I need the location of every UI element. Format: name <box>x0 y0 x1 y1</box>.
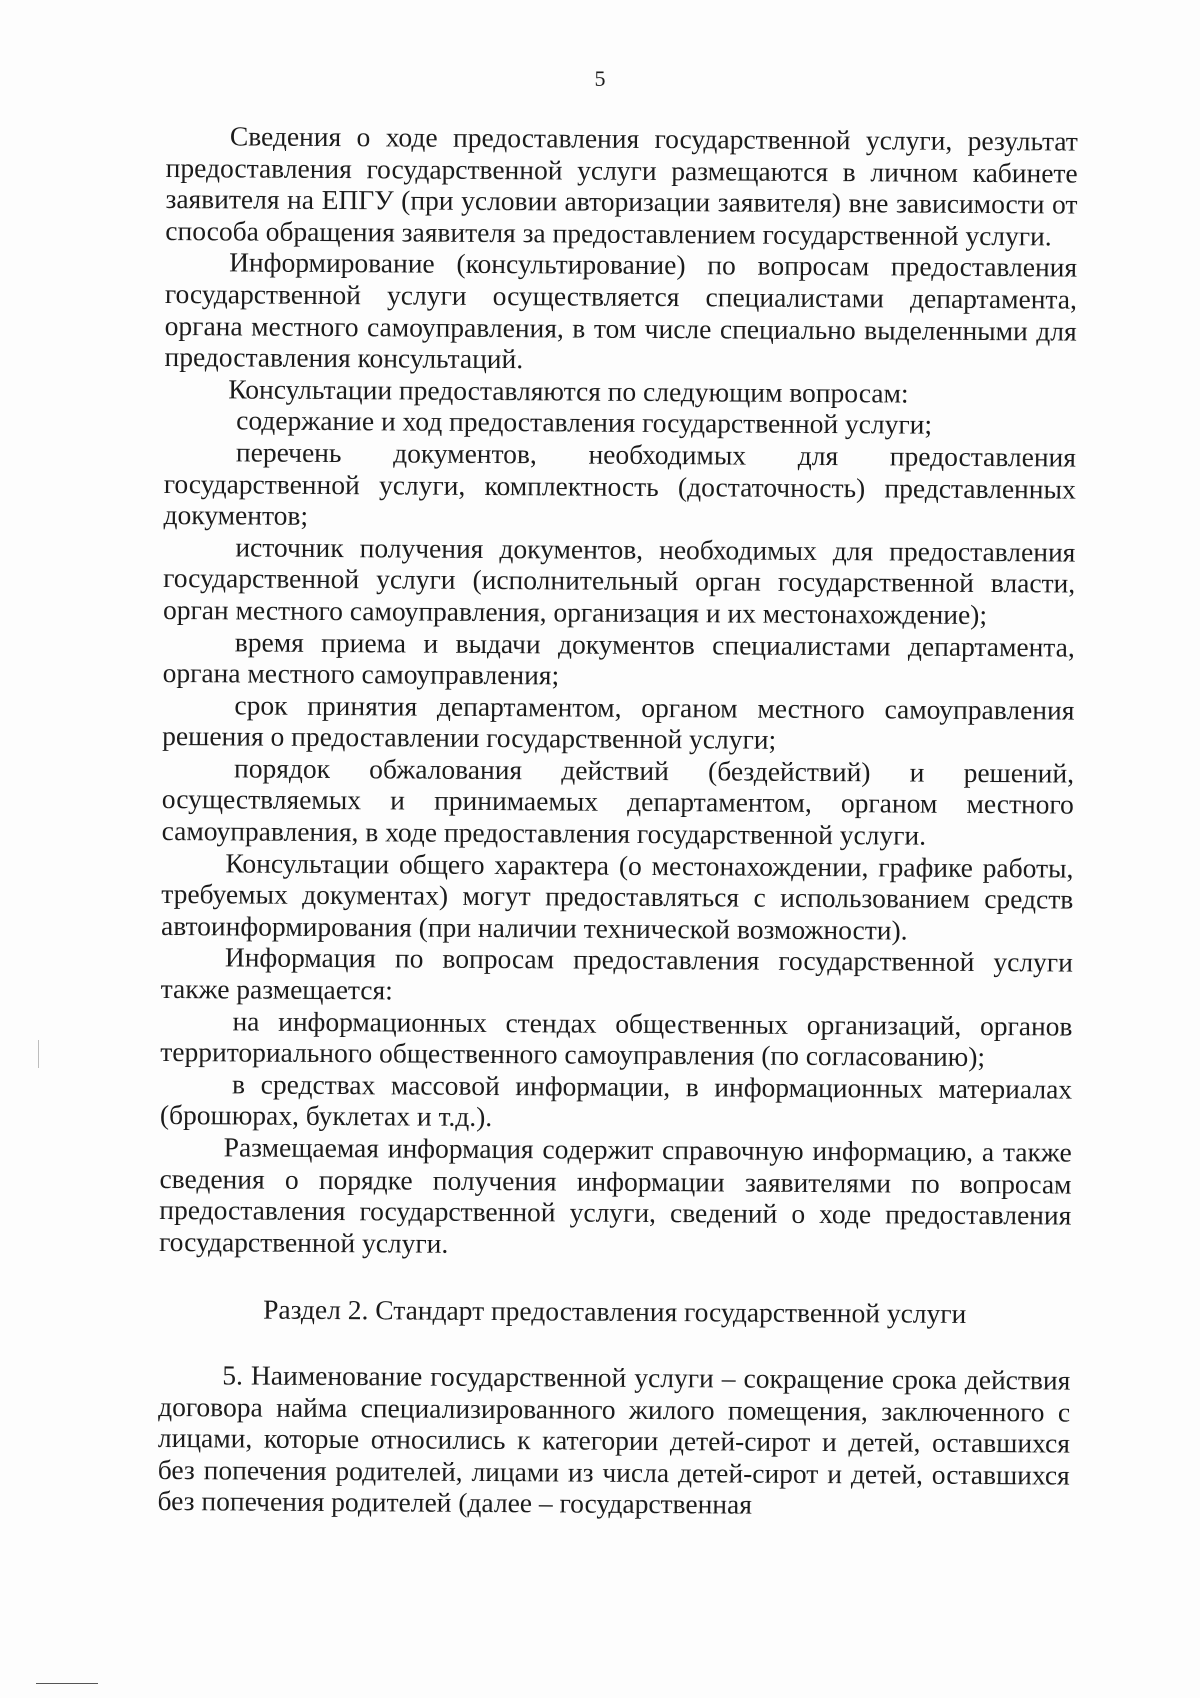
document-body <box>157 120 1078 1522</box>
list-item-reception-time: время приема и выдачи документов специалистами департамента, органа местного самоуправления; <box>162 625 1075 691</box>
paragraph-info-placement: Информация по вопросам предоставления государственной услуги также размещается: <box>160 941 1073 1006</box>
paragraph-consult-topics-intro: Консультации предоставляются по следующим вопросам: <box>228 373 909 409</box>
page-number: 5 <box>594 66 606 91</box>
list-item-info-stands: на информационных стендах общественных организаций, органов территориального общественного самоуправления (по согласованию); <box>160 1005 1073 1073</box>
list-item-mass-media: в средствах массовой информации, в информационных материалах (брошюрах, буклетах и т.д.). <box>159 1068 1073 1133</box>
paragraph-reference-info: Размещаемая информация содержит справочную информацию, а также сведения о порядке получения информации заявителями по вопросам предоставления государственной услуги, сведений о ходе предоставления государственной услуги. <box>159 1131 1072 1259</box>
footnote-rule <box>36 1683 98 1684</box>
section-heading: Раздел 2. Стандарт предоставления государственной услуги <box>263 1293 967 1330</box>
paragraph-consulting: Информирование (консультирование) по вопросам предоставления государственной услуги осуществляется специалистами департамента, органа местного самоуправления, в том числе специально выделенными для предоставления консультаций. <box>164 246 1078 375</box>
list-item-decision-term: срок принятия департаментом, органом местного самоуправления решения о предоставлении государственной услуги; <box>162 689 1075 756</box>
list-item-content-progress: содержание и ход предоставления государственной услуги; <box>236 404 933 441</box>
paragraph-epgu-info: Сведения о ходе предоставления государственной услуги, результат предоставления государственной услуги размещаются в личном кабинете заявителя на ЕПГУ (при условии авторизации заявителя) вне зависимости от способа обращения заявителя за предоставлением государственной услуги. <box>165 120 1078 252</box>
list-item-document-list: перечень документов, необходимых для предоставления государственной услуги, комплектность (достаточность) представленных документов; <box>163 436 1077 531</box>
paragraph-service-name: 5. Наименование государственной услуги – сокращение срока действия договора найма специализированного жилого помещения, заключенного с лицами, которые относились к категории детей-сирот и детей, оставшихся без попечения родителей, лицами из числа детей-сирот и детей, оставшихся без попечения родителей (далее – государственная <box>157 1359 1071 1520</box>
scan-margin-mark <box>38 1040 39 1068</box>
list-item-appeal-procedure: порядок обжалования действий (бездействий) и решений, осуществляемых и принимаемых департаментом, органом местного самоуправления, в ходе предоставления государственной услуги. <box>161 752 1075 851</box>
list-item-document-source: источник получения документов, необходимых для предоставления государственной услуги (исполнительный орган государственной власти, орган местного самоуправления, организация и их местонахождение); <box>162 531 1076 630</box>
paragraph-general-consultations: Консультации общего характера (о местонахождении, графике работы, требуемых документах) могут предоставляться с использованием средств автоинформирования (при наличии технической возможности). <box>160 847 1074 946</box>
